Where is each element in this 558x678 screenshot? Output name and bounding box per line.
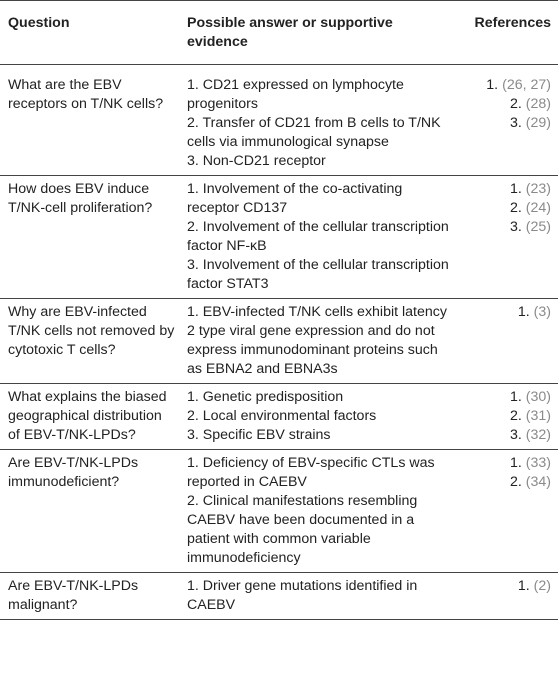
reference-item [457, 95, 551, 114]
header-row [0, 1, 558, 65]
answer-cell [179, 573, 457, 620]
reference-citation-link[interactable]: (2) [533, 578, 551, 594]
reference-citation-link[interactable]: (33) [525, 455, 551, 471]
table-header [0, 1, 558, 65]
reference-prefix: 1. [517, 304, 530, 320]
reference-citation-link[interactable]: (24) [525, 200, 551, 216]
answer-item: 2. Involvement of the cellular transcription factor NF-κB [187, 219, 449, 254]
references-cell [457, 65, 558, 176]
answer-item: 3. Specific EBV strains [187, 427, 331, 443]
references-cell [457, 450, 558, 573]
answer-item: 1. CD21 expressed on lymphocyte progenitors [187, 77, 404, 112]
reference-prefix: 3. [509, 219, 522, 235]
header-references: References [457, 1, 558, 65]
answer-cell [179, 176, 457, 299]
reference-item [457, 407, 551, 426]
answer-item: 1. Deficiency of EBV-specific CTLs was reported in CAEBV [187, 455, 435, 490]
reference-item [457, 388, 551, 407]
reference-citation-link[interactable]: (30) [525, 389, 551, 405]
reference-prefix: 1. [509, 455, 522, 471]
answer-item: 3. Non-CD21 receptor [187, 153, 326, 169]
references-cell [457, 573, 558, 620]
question-cell: Are EBV-T/NK-LPDs immunodeficient? [0, 450, 179, 573]
answer-item: 1. Involvement of the co-activating receptor CD137 [187, 181, 403, 216]
reference-prefix: 3. [509, 115, 522, 131]
reference-citation-link[interactable]: (31) [525, 408, 551, 424]
reference-item [457, 114, 551, 133]
reference-citation-link[interactable]: (23) [525, 181, 551, 197]
table-row [0, 384, 558, 450]
reference-item [457, 180, 551, 199]
reference-prefix: 1. [509, 181, 522, 197]
answer-cell [179, 65, 457, 176]
references-cell [457, 299, 558, 384]
question-cell: What explains the biased geographical distribution of EBV-T/NK-LPDs? [0, 384, 179, 450]
references-cell [457, 176, 558, 299]
question-cell: Are EBV-T/NK-LPDs malignant? [0, 573, 179, 620]
header-question: Question [0, 1, 179, 65]
reference-prefix: 2. [509, 96, 522, 112]
table-row [0, 299, 558, 384]
references-cell [457, 384, 558, 450]
reference-prefix: 2. [509, 474, 522, 490]
reference-citation-link[interactable]: (28) [525, 96, 551, 112]
reference-prefix: 2. [509, 200, 522, 216]
answer-item: 1. Genetic predisposition [187, 389, 344, 405]
answer-item: 1. EBV-infected T/NK cells exhibit latency 2 type viral gene expression and do not express immunodominant proteins such as EBNA2 and EBNA3s [187, 304, 447, 377]
reference-item [457, 473, 551, 492]
question-cell: What are the EBV receptors on T/NK cells? [0, 65, 179, 176]
reference-prefix: 1. [486, 77, 499, 93]
reference-citation-link[interactable]: (26, 27) [502, 77, 551, 93]
answer-item: 2. Local environmental factors [187, 408, 377, 424]
reference-citation-link[interactable]: (25) [525, 219, 551, 235]
answer-item: 3. Involvement of the cellular transcription factor STAT3 [187, 257, 449, 292]
reference-citation-link[interactable]: (29) [525, 115, 551, 131]
table-row [0, 573, 558, 620]
table-row [0, 65, 558, 176]
answer-cell [179, 299, 457, 384]
reference-citation-link[interactable]: (3) [533, 304, 551, 320]
reference-prefix: 3. [509, 427, 522, 443]
reference-item [457, 303, 551, 322]
answer-cell [179, 450, 457, 573]
reference-citation-link[interactable]: (32) [525, 427, 551, 443]
answer-cell [179, 384, 457, 450]
answer-item: 2. Transfer of CD21 from B cells to T/NK cells via immunological synapse [187, 115, 441, 150]
reference-item [457, 218, 551, 237]
table-row [0, 176, 558, 299]
reference-item [457, 76, 551, 95]
reference-item [457, 454, 551, 473]
reference-citation-link[interactable]: (34) [525, 474, 551, 490]
header-answer: Possible answer or supportive evidence [179, 1, 457, 65]
reference-prefix: 2. [509, 408, 522, 424]
reference-prefix: 1. [509, 389, 522, 405]
reference-item [457, 426, 551, 445]
reference-item [457, 199, 551, 218]
reference-prefix: 1. [517, 578, 530, 594]
table-body [0, 65, 558, 620]
table-row [0, 450, 558, 573]
answer-item: 2. Clinical manifestations resembling CAEBV have been documented in a patient with common variable immunodeficiency [187, 493, 418, 566]
question-cell: Why are EBV-infected T/NK cells not removed by cytotoxic T cells? [0, 299, 179, 384]
question-cell: How does EBV induce T/NK-cell proliferation? [0, 176, 179, 299]
answer-item: 1. Driver gene mutations identified in CAEBV [187, 578, 418, 613]
reference-item [457, 577, 551, 596]
